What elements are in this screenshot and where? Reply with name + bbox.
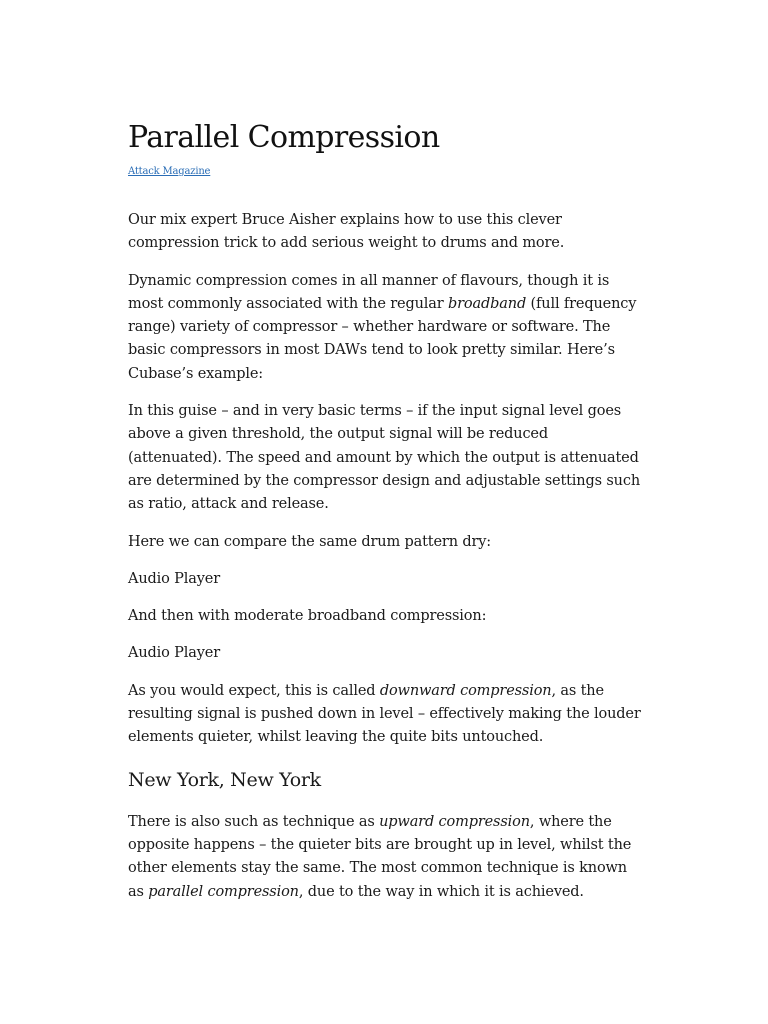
paragraph-text: , where the opposite happens – the quieter bits are brought up in level, whilst the other elements stay the same. The most common technique is known as	[128, 813, 632, 900]
article-body	[128, 209, 644, 904]
audio-player-compressed[interactable]: Audio Player	[128, 645, 221, 662]
paragraph-text: As you would expect, this is called	[128, 682, 380, 699]
emphasis-downward-compression: downward compression	[379, 682, 552, 699]
paragraph-broadband	[128, 270, 644, 386]
article	[128, 118, 644, 918]
paragraph-moderate: And then with moderate broadband compression:	[128, 608, 487, 625]
section-heading: New York, New York	[128, 768, 321, 791]
intro-paragraph: Our mix expert Bruce Aisher explains how to use this clever compression trick to add serious weight to drums and more.	[128, 212, 565, 252]
source-link[interactable]: Attack Magazine	[128, 166, 211, 177]
audio-player-dry[interactable]: Audio Player	[128, 570, 221, 587]
paragraph-threshold: In this guise – and in very basic terms – if the input signal level goes above a given threshold, the output signal will be reduced (attenuated). The speed and amount by which the output is attenuated are determined by the compressor design and adjustable settings such as ratio, attack and release.	[128, 403, 641, 513]
paragraph-downward	[128, 680, 644, 750]
page-title: Parallel Compression	[128, 120, 440, 155]
paragraph-text: There is also such as technique as	[128, 813, 380, 830]
paragraph-text: , as the resulting signal is pushed down in level – effectively making the louder elements quieter, whilst leaving the quite bits untouched.	[128, 682, 641, 746]
paragraph-text: Dynamic compression comes in all manner of flavours, though it is most commonly associated with the regular	[128, 272, 610, 312]
emphasis-broadband: broadband	[448, 295, 527, 312]
emphasis-upward-compression: upward compression	[379, 813, 530, 830]
paragraph-upward	[128, 811, 644, 904]
paragraph-text: , due to the way in which it is achieved.	[298, 883, 584, 900]
paragraph-dry: Here we can compare the same drum pattern dry:	[128, 533, 492, 550]
emphasis-parallel-compression: parallel compression	[148, 883, 299, 900]
paragraph-text: (full frequency range) variety of compressor – whether hardware or software. The basic compressors in most DAWs tend to look pretty similar. Here’s Cubase’s example:	[128, 295, 637, 382]
